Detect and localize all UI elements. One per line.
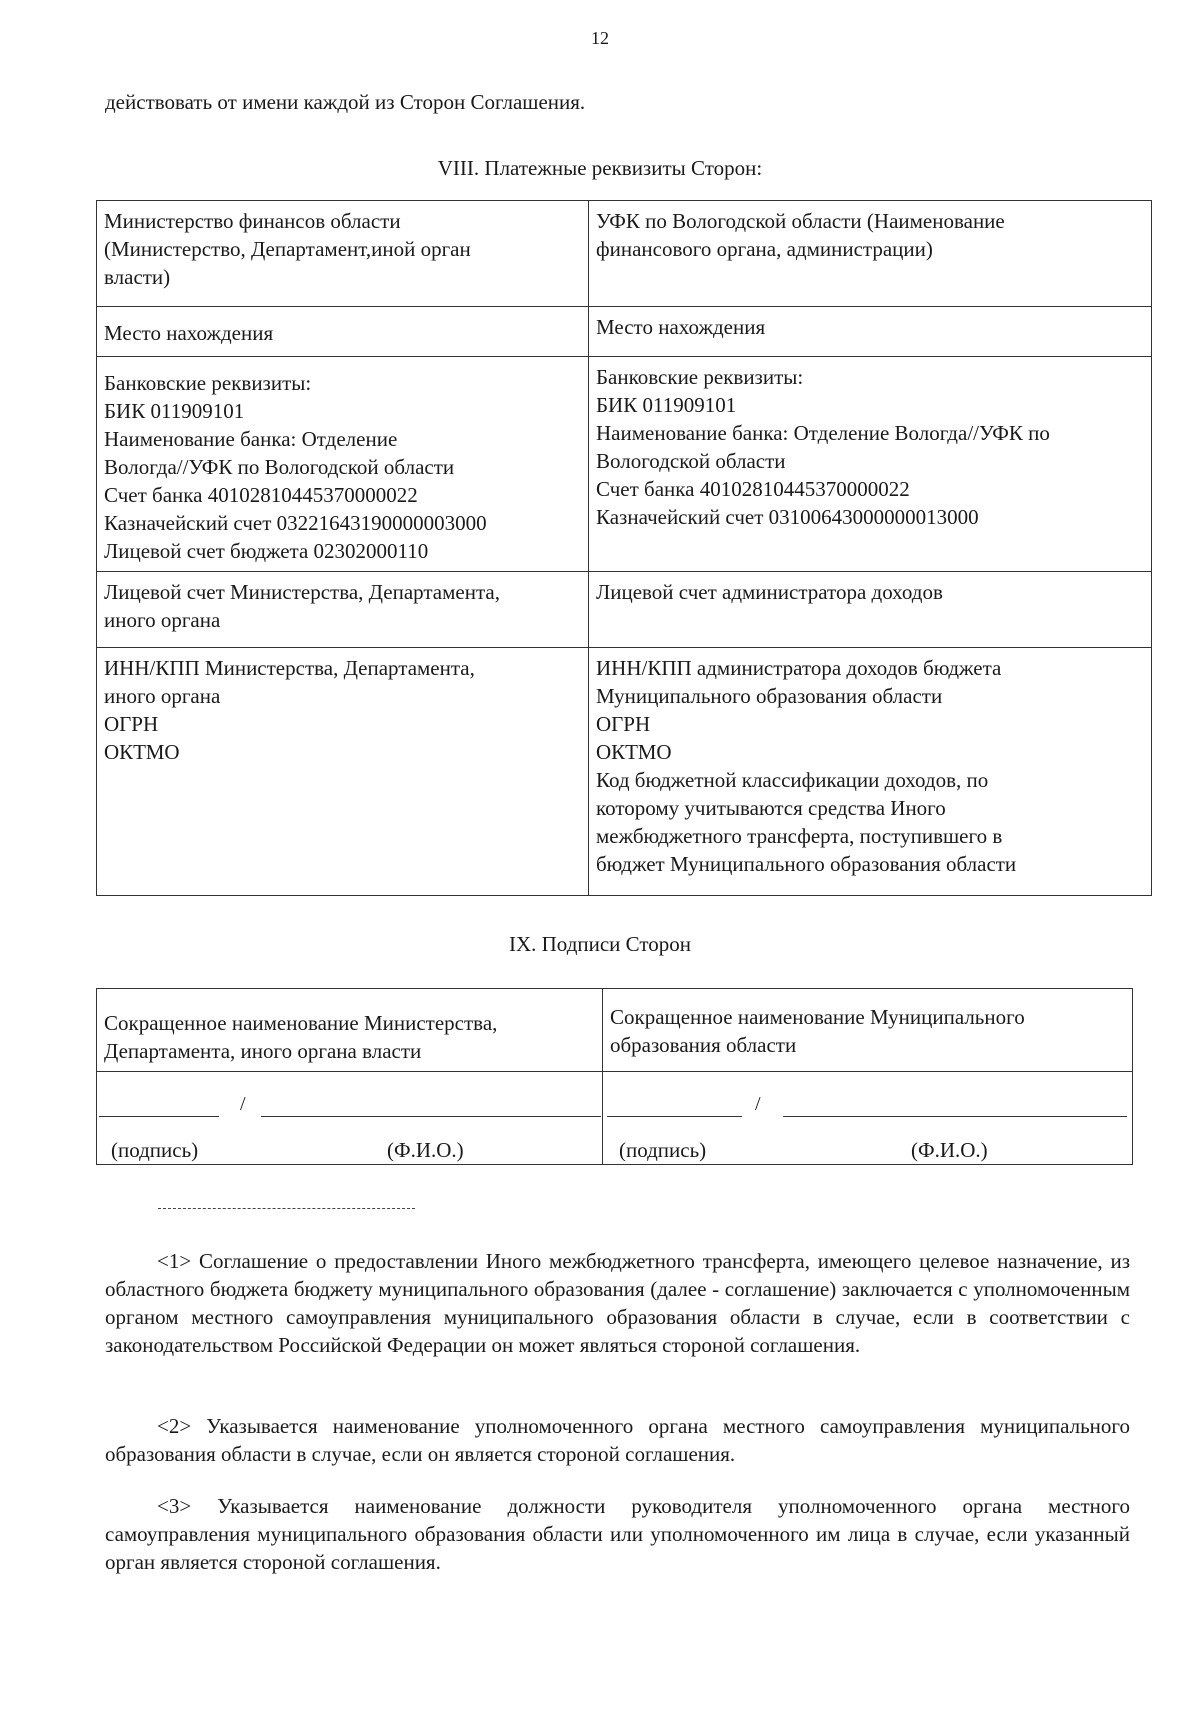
- page-number: 12: [591, 28, 609, 48]
- table-row: [97, 201, 1152, 307]
- cell-municipality-short-name: Сокращенное наименование Муниципального образования области: [603, 989, 1133, 1072]
- cell-location-left: Место нахождения: [97, 307, 589, 357]
- cell-location-right: Место нахождения: [589, 307, 1152, 357]
- signature-line: [99, 1116, 219, 1117]
- signature-slash: /: [755, 1093, 761, 1115]
- table-row: [97, 307, 1152, 357]
- cell-inn-left: ИНН/КПП Министерства, Департамента, иного органа ОГРН ОКТМО: [97, 648, 589, 896]
- cell-account-right: Лицевой счет администратора доходов: [589, 572, 1152, 648]
- name-caption: (Ф.И.О.): [911, 1138, 988, 1162]
- cell-ministry-short-name: Сокращенное наименование Министерства, Департамента, иного органа власти: [97, 989, 603, 1072]
- signature-block-left: [97, 1072, 603, 1165]
- footnote-2: <2> Указывается наименование уполномоченного органа местного самоуправления муниципального образования области в случае, если он является стороной соглашения.: [105, 1414, 1130, 1466]
- table-row: [97, 572, 1152, 648]
- table-row: [97, 989, 1133, 1072]
- footnote-3: <3> Указывается наименование должности руководителя уполномоченного органа местного самоуправления муниципального образования области или уполномоченного им лица в случае, если указанный орган является стороной соглашения.: [105, 1494, 1130, 1574]
- payment-details-table: [96, 200, 1152, 896]
- footnote-1: <1> Соглашение о предоставлении Иного межбюджетного трансферта, имеющего целевое назначение, из областного бюджета бюджету муниципального образования (далее - соглашение) заключается с уполномоченным органом местного самоуправления муниципального образования области в случае, если в соответствии с законодательством Российской Федерации он может являться стороной соглашения.: [105, 1249, 1130, 1357]
- signature-caption: (подпись): [111, 1138, 199, 1162]
- name-line: [261, 1116, 601, 1117]
- table-row: [97, 648, 1152, 896]
- table-row: [97, 1072, 1133, 1165]
- signature-line: [607, 1116, 742, 1117]
- section-title-signatures: IX. Подписи Сторон: [508, 932, 692, 956]
- name-line: [783, 1116, 1127, 1117]
- cell-ufk-name: УФК по Вологодской области (Наименование финансового органа, администрации): [589, 201, 1152, 307]
- cell-inn-right: ИНН/КПП администратора доходов бюджета Муниципального образования области ОГРН ОКТМО Код бюджетной классификации доходов, по которому учитываются средства Иного межбюджетного трансферта, поступившего в бюджет Муниципального образования области: [589, 648, 1152, 896]
- section-title-payment-details: VIII. Платежные реквизиты Сторон:: [437, 156, 763, 180]
- signature-slash: /: [240, 1093, 246, 1115]
- name-caption: (Ф.И.О.): [387, 1138, 464, 1162]
- table-row: [97, 357, 1152, 572]
- signature-block-right: [603, 1072, 1133, 1165]
- continuation-text: действовать от имени каждой из Сторон Соглашения.: [105, 90, 586, 114]
- footnote-separator: [158, 1208, 415, 1209]
- signature-caption: (подпись): [619, 1138, 707, 1162]
- cell-bank-details-right: Банковские реквизиты: БИК 011909101 Наименование банка: Отделение Вологда//УФК по Вологодской области Счет банка 40102810445370000022 Казначейский счет 03100643000000013000: [589, 357, 1152, 572]
- signatures-table: [96, 988, 1133, 1165]
- cell-bank-details-left: Банковские реквизиты: БИК 011909101 Наименование банка: Отделение Вологда//УФК по Вологодской области Счет банка 40102810445370000022 Казначейский счет 03221643190000003000 Лицевой счет бюджета 02302000110: [97, 357, 589, 572]
- cell-account-left: Лицевой счет Министерства, Департамента, иного органа: [97, 572, 589, 648]
- cell-ministry-name: Министерство финансов области (Министерство, Департамент,иной орган власти): [97, 201, 589, 307]
